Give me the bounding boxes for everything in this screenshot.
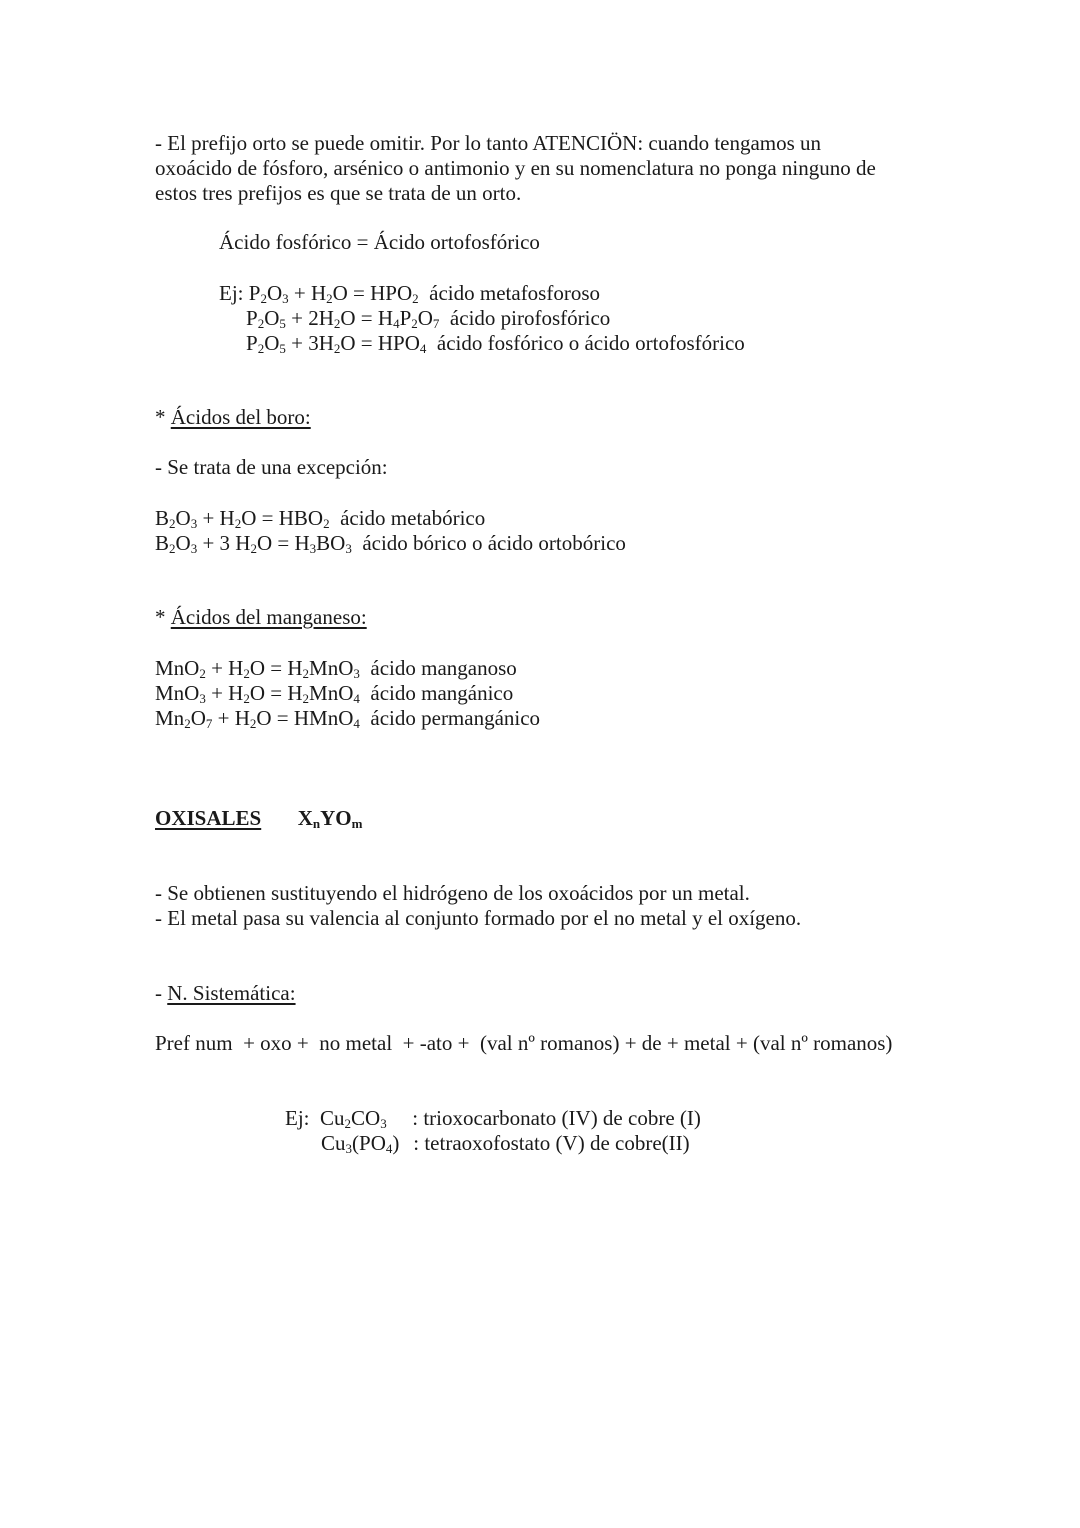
example-row <box>155 506 626 531</box>
ej-label: Ej: <box>219 281 244 305</box>
example-row <box>219 281 745 306</box>
intro-line: oxoácido de fósforo, arsénico o antimonio y en su nomenclatura no ponga ninguno de <box>155 156 876 180</box>
salt-name: : trioxocarbonato (IV) de cobre (I) <box>412 1106 701 1130</box>
section-heading: Ácidos del manganeso: <box>170 605 367 629</box>
oxisales-heading: OXISALES <box>155 806 262 830</box>
section-heading: Ácidos del boro: <box>170 405 311 429</box>
sistematica-heading <box>155 981 296 1006</box>
acid-name: ácido bórico o ácido ortobórico <box>362 531 626 555</box>
equivalence-line: Ácido fosfórico = Ácido ortofosfórico <box>219 230 540 254</box>
example-row <box>155 706 540 731</box>
bullet: * <box>155 605 166 629</box>
general-formula: $X_nYO_m$ <box>297 806 363 831</box>
example-row <box>285 1106 701 1131</box>
formula: $MnO_2 + H_2O = H_2MnO_3$ <box>155 656 360 681</box>
acid-name: ácido manganoso <box>370 656 517 680</box>
formula: $P_2O_3 + H_2O = HPO_2$ <box>248 281 419 306</box>
acid-name: ácido fosfórico o ácido ortofosfórico <box>436 331 745 355</box>
salt-name: : tetraoxofostato (V) de cobre(II) <box>413 1131 690 1155</box>
formula: $B_2O_3 + 3$ $H_2O = H_3BO_3$ <box>155 531 352 556</box>
bullet: * <box>155 405 166 429</box>
phosphorus-examples <box>219 281 745 356</box>
manganese-examples <box>155 656 540 731</box>
formula: $P_2O_5 + 2H_2O = H_4P_2O_7$ <box>246 306 440 331</box>
acid-name: ácido metafosforoso <box>429 281 601 305</box>
example-row <box>155 531 626 556</box>
example-row <box>219 306 745 331</box>
formula: $MnO_3 + H_2O = H_2MnO_4$ <box>155 681 360 706</box>
oxisales-examples <box>285 1106 701 1156</box>
boron-note: - Se trata de una excepción: <box>155 455 388 479</box>
formula: $Cu_3(PO_4)$ <box>321 1131 400 1156</box>
acid-name: ácido pirofosfórico <box>449 306 611 330</box>
manganese-heading <box>155 605 367 630</box>
formula: $B_2O_3 + H_2O = HBO_2$ <box>155 506 330 531</box>
dash: - <box>155 981 162 1005</box>
rule-line: - Se obtienen sustituyendo el hidrógeno de los oxoácidos por un metal. <box>155 881 750 905</box>
boron-examples <box>155 506 626 556</box>
oxisales-rules <box>155 881 801 931</box>
acid-name: ácido mangánico <box>370 681 514 705</box>
intro-line: - El prefijo orto se puede omitir. Por lo tanto ATENCIÖN: cuando tengamos un <box>155 131 822 155</box>
example-row <box>219 331 745 356</box>
section-heading: N. Sistemática: <box>167 981 296 1005</box>
formula: $P_2O_5 + 3H_2O = HPO_4$ <box>246 331 427 356</box>
boron-heading <box>155 405 311 430</box>
acid-name: ácido permangánico <box>370 706 541 730</box>
formula: $Cu_2CO_3$ <box>320 1106 387 1131</box>
oxisales-heading-row <box>155 806 362 831</box>
formula: $Mn_2O_7 + H_2O$ = HMnO$_4$ <box>155 706 360 731</box>
ej-label: Ej: <box>285 1106 310 1130</box>
example-row <box>285 1131 701 1156</box>
example-row <box>155 656 540 681</box>
example-row <box>155 681 540 706</box>
nomenclature-rule: Pref num + oxo + no metal + -ato + (val nº romanos) + de + metal + (val nº romanos) <box>155 1031 893 1055</box>
acid-name: ácido metabórico <box>340 506 486 530</box>
rule-line: - El metal pasa su valencia al conjunto formado por el no metal y el oxígeno. <box>155 906 802 930</box>
intro-line: estos tres prefijos es que se trata de un orto. <box>155 181 522 205</box>
intro-paragraph <box>155 131 876 206</box>
